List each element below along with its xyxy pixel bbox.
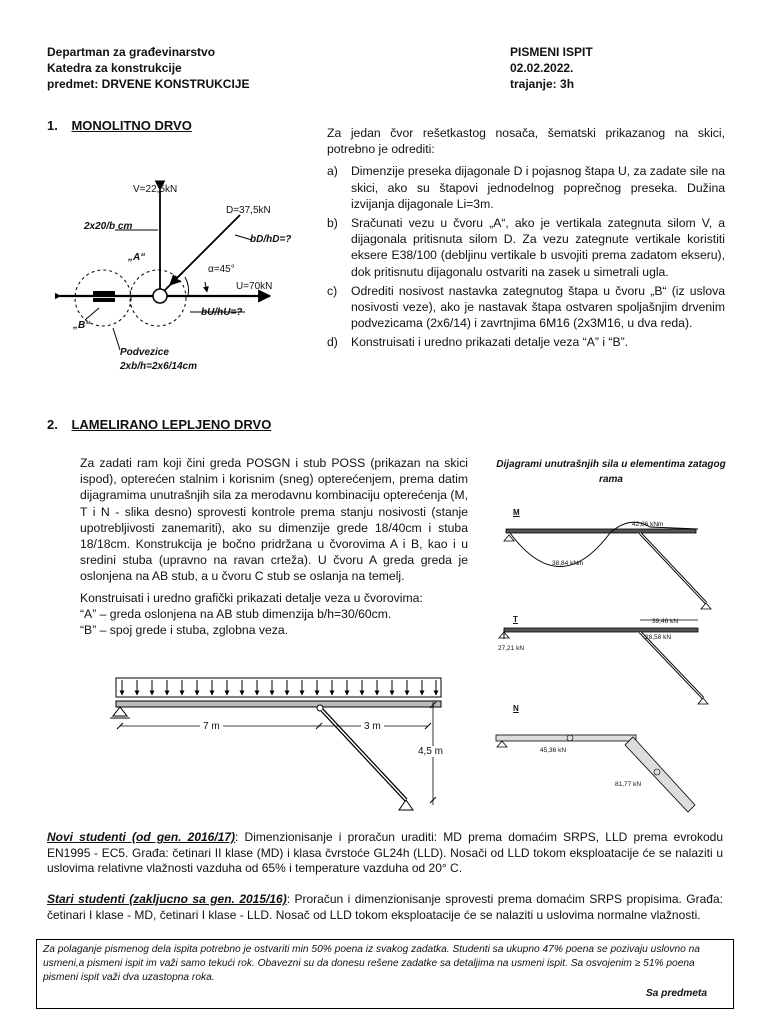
- splice-dims-label: 2xb/h=2x6/14cm: [120, 361, 197, 372]
- left-support: [113, 707, 127, 716]
- shear-diagram: [499, 620, 708, 704]
- diagrams-title: Dijagrami unutrašnjih sila u elementima zatagog rama: [496, 459, 726, 485]
- section1-task-list: [327, 163, 725, 350]
- notice-text: Za polaganje pismenog dela ispita potrebno je ostvariti min 50% poena iz svakog zadatka. Studenti sa ukupno 47% poena se pozivaju uslovno na usmeni,a pismeni ispit im važi samo tekući rok. Obavezni su da donesu rešene zadatke sa detaljima na usmeni ispit. Sa osvojenim ≥ 51% poena pismeni ispit važi dva uzastopna roka.: [43, 944, 700, 983]
- section2-paragraph2: Konstruisati i uredno grafički prikazati detalje veza u čvorovima:: [80, 590, 423, 605]
- n-value-1: 45,36 kN: [540, 747, 567, 754]
- v-force-label: V=22,5kN: [133, 184, 178, 195]
- splice-label: Podvezice: [120, 347, 169, 358]
- t-value-2: 28,58 kN: [645, 634, 672, 641]
- task-c: c) Odrediti nosivost nastavka zategnutog štapa u čvoru „B“ (iz uslova nosivosti veze), ako je nastavak štapa ostvaren spoljašnjim drvenim podvezicama (2x6/14) i zavrtnjima 6M16 (2x3M16, u dva reda).: [327, 283, 725, 331]
- frame-sketch: [100, 672, 450, 822]
- node-a-label: „A“: [128, 252, 146, 263]
- span2-label: 3 m: [361, 721, 384, 732]
- chord-dims-label: bU/hU=?: [201, 307, 243, 318]
- section1-intro: Za jedan čvor rešetkastog nosača, šematski prikazanog na skici, potrebno je odrediti:: [327, 126, 725, 157]
- new-students-label: Novi studenti (od gen. 2016/17): [47, 830, 236, 844]
- angle-label: α=45°: [208, 264, 235, 275]
- d-force-label: D=37,5kN: [226, 205, 271, 216]
- m-value-2: 38,84 kNm: [552, 560, 584, 567]
- truss-node-sketch: [55, 180, 315, 380]
- exam-date: 02.02.2022.: [510, 61, 574, 75]
- exam-duration: trajanje: 3h: [510, 77, 575, 91]
- task-b: b) Sračunati vezu u čvoru „A“, ako je vertikala zategnuta silom V, a dijagonala pritisnuta silom D. Za vezu zategnute vertikale koristiti eksere E38/100 (debljinu vertikale b usvojiti prema zadatom ekseru), dok pritisnutu dijagonalu ostvariti na zasek u simetrali ugla.: [327, 216, 725, 279]
- t-value-1: 39,46 kN: [652, 618, 679, 625]
- section2-paragraph1: Za zadati ram koji čini greda POSGN i stub POSS (prikazan na skici ispod), opterećen stalnim i korisnim (sneg) opterećenjem, prema datim dijagramima unutrašnjih sila za merodavnu kombinaciju opterećenja (M, T i N - slika desno) sprovesti kontrole prema stanju nosivosti (stanje upotrebljivosti zanemariti), ako su dimenzije grede 18/40cm i stuba 18/18cm. Konstrukcija je bočno pridržana u čvorovima A i B, kao i u sredini stuba (upravno na ravan crteža). U čvoru A greda greda je oslonjena na AB stub, a u čvoru C stub se oslanja na temelj.: [80, 456, 468, 584]
- old-students-block: [47, 892, 723, 923]
- section1-title: MONOLITNO DRVO: [71, 118, 192, 133]
- internal-force-diagrams: [490, 505, 730, 825]
- m-diagram-label: M: [513, 508, 520, 517]
- node-a-circle: [153, 289, 167, 303]
- section2-text: [80, 455, 468, 638]
- old-students-label: Stari studenti (zakljucno sa gen. 2015/16): [47, 892, 287, 906]
- new-students-block: [47, 830, 723, 877]
- section2-item-a: “A” – greda oslonjena na AB stub dimenzija b/h=30/60cm.: [80, 606, 392, 621]
- column-support: [399, 800, 413, 810]
- section2-heading: [47, 417, 271, 432]
- new-students-text: : Dimenzionisanje i proračun uraditi: MD prema domaćim SRPS, LLD prema evrokodu EN1995 - EC5. Građa: četinari II klase (MD) i klasa čvrstoće GL24h (LLD). Nosači od LLD tokom eksploatacije će se nalaziti u uslovima relativne vlažnosti vazduha od 65% i temperature vazduha od 20° C.: [47, 830, 724, 875]
- header-left: [47, 44, 249, 92]
- vertical-section-label: 2x20/b cm: [84, 221, 133, 232]
- section2-item-b: “B” – spoj grede i stuba, zglobna veza.: [80, 623, 288, 638]
- section2-number: 2.: [47, 417, 58, 432]
- u-force-label: U=70kN: [236, 281, 273, 292]
- moment-diagram: [504, 522, 711, 609]
- section1-number: 1.: [47, 118, 58, 133]
- axial-diagram: [496, 735, 695, 812]
- t-value-3: 27,21 kN: [498, 645, 525, 652]
- department: Departman za građevinarstvo: [47, 45, 216, 59]
- span1-label: 7 m: [200, 721, 223, 732]
- chair: Katedra za konstrukcije: [47, 61, 182, 75]
- diagonal-dims-label: bD/hD=?: [250, 234, 292, 245]
- height-label: 4,5 m: [418, 746, 444, 757]
- old-students-text: : Proračun i dimenzionisanje sprovesti prema domaćim SRPS propisima. Građa: četinari I klase - MD, četinari I klase - LLD. Nosač od LLD tokom eksploatacije će se nalaziti u uslovima normalne vlažnosti.: [47, 892, 723, 922]
- exam-title: PISMENI ISPIT: [510, 45, 593, 59]
- notice-signature: Sa predmeta: [645, 988, 707, 999]
- node-b-label: „B“: [73, 320, 91, 331]
- task-a: a) Dimenzije preseka dijagonale D i pojasnog štapa U, za zadate sile na skici, ako su štapovi jednodelnog poprečnog preseka. Dužina izvijanja dijagonale Li=3m.: [327, 164, 725, 211]
- beam: [116, 701, 441, 707]
- t-diagram-label: T: [513, 615, 518, 624]
- section2-title: LAMELIRANO LEPLJENO DRVO: [71, 417, 272, 432]
- splice-plate-bottom: [93, 298, 115, 302]
- header-right: [510, 44, 593, 92]
- n-diagram-label: N: [513, 704, 519, 713]
- task-d: d) Konstruisati i uredno prikazati detalje veza “A” i “B”.: [327, 335, 629, 350]
- m-value-1: 42,86 kNm: [632, 521, 664, 528]
- n-value-2: 81,77 kN: [615, 781, 642, 788]
- notice-box: [36, 939, 734, 1009]
- section1-heading: [47, 118, 192, 133]
- course: predmet: DRVENE KONSTRUKCIJE: [47, 77, 250, 91]
- section1-text: [327, 125, 725, 354]
- splice-plate-top: [93, 291, 115, 295]
